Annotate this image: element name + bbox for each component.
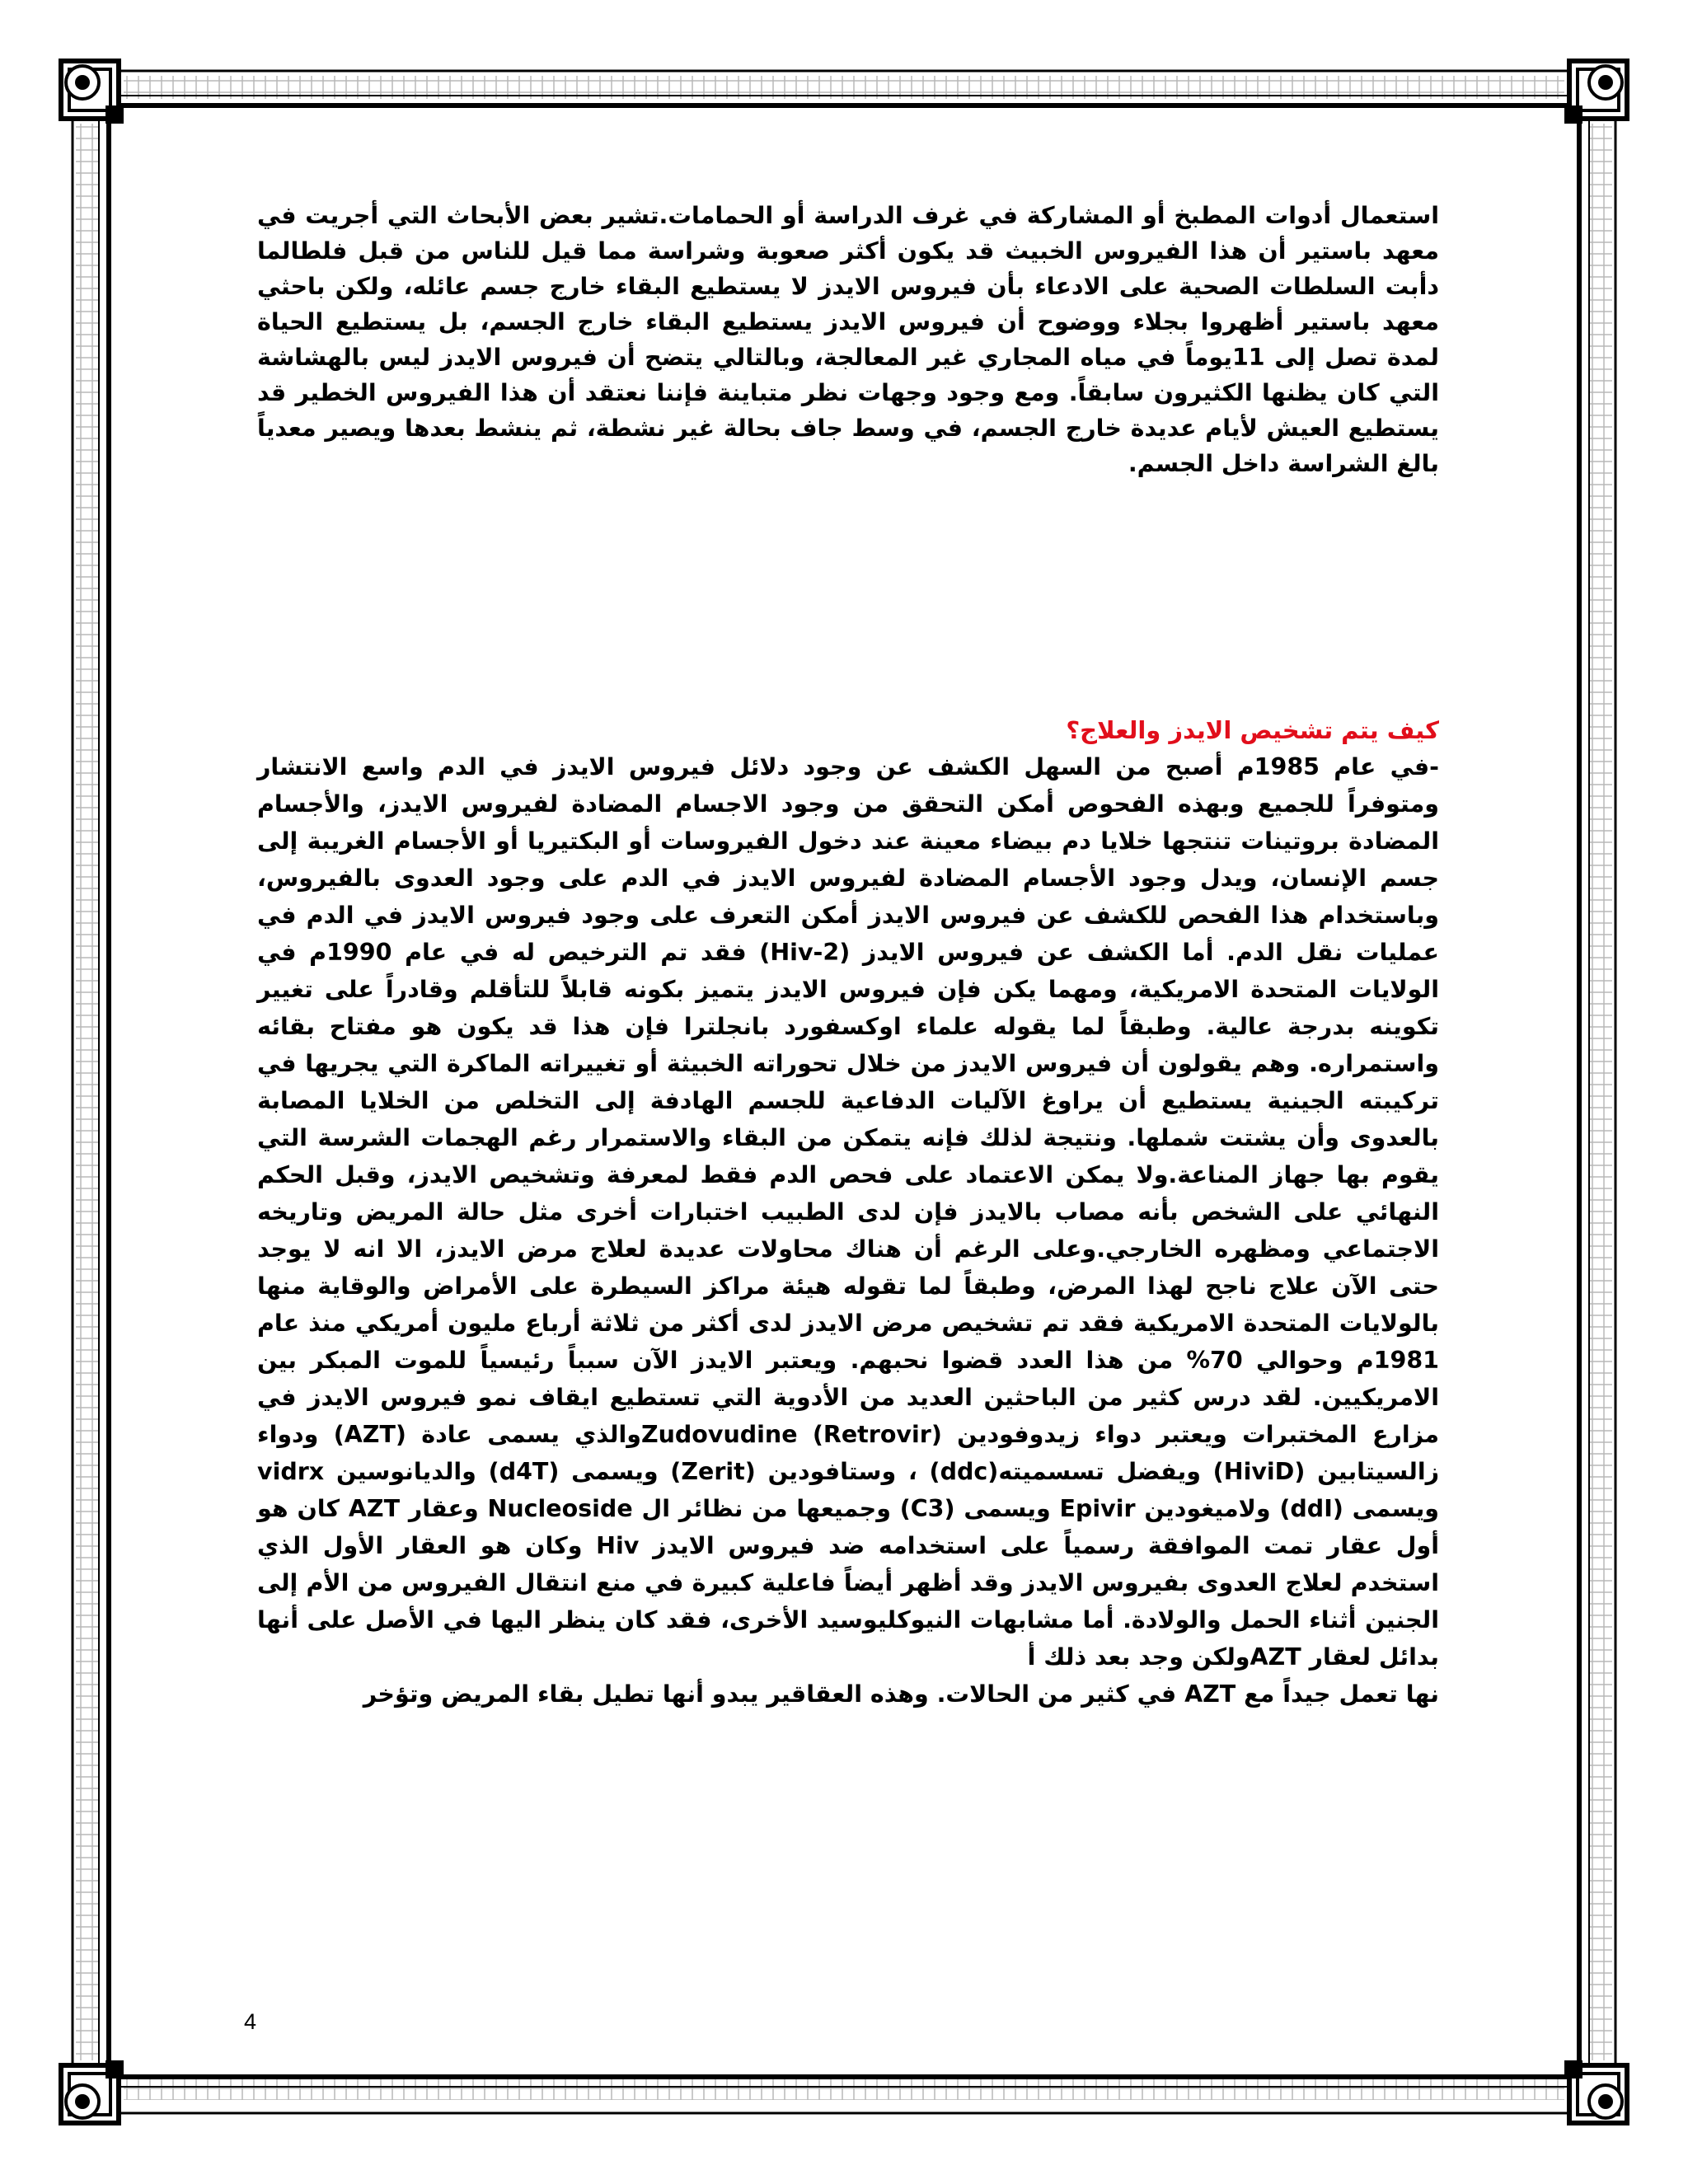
intro-paragraph: استعمال أدوات المطبخ أو المشاركة في غرف الدراسة أو الحمامات.تشير بعض الأبحاث التي أجريت في معهد باستير أن هذا الفيروس الخبيث قد يكون أكثر صعوبة وشراسة مما قيل للناس من قبل فلطالما دأبت السلطات الصحية على الادعاء بأن فيروس الايدز لا يستطيع البقاء خارج جسم عائله، ولكن باحثي معهد باستير أظهروا بجلاء ووضوح أن فيروس الايدز يستطيع البقاء خارج الجسم، بل يستطيع الحياة لمدة تصل إلى 11يوماً في مياه المجاري غير المعالجة، وبالتالي يتضح أن فيروس الايدز ليس بالهشاشة التي كان يظنها الكثيرون سابقاً. ومع وجود وجهات نظر متباينة فإننا نعتقد أن هذا الفيروس الخطير قد يستطيع العيش لأيام عديدة خارج الجسم، في وسط جاف بحالة غير نشطة، ثم ينشط بعدها ويصير معدياً بالغ الشراسة داخل الجسم. (257, 202, 1439, 477)
section-heading: كيف يتم تشخيص الايدز والعلاج؟ (1066, 716, 1439, 744)
diagnosis-paragraph: -في عام 1985م أصبح من السهل الكشف عن وجود دلائل فيروس الايدز في الدم واسع الانتشار ومتوفراً للجميع وبهذه الفحوص أمكن التحقق من وجود الاجسام المضادة لفيروس الايدز، والأجسام المضادة بروتينات تنتجها خلايا دم بيضاء معينة عند دخول الفيروسات أو البكتيريا أو الأجسام الغريبة إلى جسم الإنسان، ويدل وجود الأجسام المضادة لفيروس الايدز في الدم على وجود العدوى بالفيروس، وباستخدام هذا الفحص للكشف عن فيروس الايدز أمكن التعرف على وجود فيروس الايدز في الدم في عمليات نقل الدم. أما الكشف عن فيروس الايدز (Hiv-2) فقد تم الترخيص له في عام 1990م في الولايات المتحدة الامريكية، ومهما يكن فإن فيروس الايدز يتميز بكونه قابلاً للتأقلم وقادراً على تغيير تكوينه بدرجة عالية. وطبقاً لما يقوله علماء اوكسفورد بانجلترا فإن هذا قد يكون هو مفتاح بقائه واستمراره. وهم يقولون أن فيروس الايدز من خلال تحوراته الخبيثة أو تغييراته الماكرة التي يجريها في تركيبته الجينية يستطيع أن يراوغ الآليات الدفاعية للجسم الهادفة إلى التخلص من الخلايا المصابة بالعدوى وأن يشتت شملها. ونتيجة لذلك فإنه يتمكن من البقاء والاستمرار رغم الهجمات الشرسة التي يقوم بها جهاز المناعة.ولا يمكن الاعتماد على فحص الدم فقط لمعرفة وتشخيص الايدز، وقبل الحكم النهائي على الشخص بأنه مصاب بالايدز فإن لدى الطبيب اختبارات أخرى مثل حالة المريض وتاريخه الاجتماعي ومظهره الخارجي.وعلى الرغم أن هناك محاولات عديدة لعلاج مرض الايدز، الا انه لا يوجد حتى الآن علاج ناجح لهذا المرض، وطبقاً لما تقوله هيئة مراكز السيطرة على الأمراض والوقاية منها بالولايات المتحدة الامريكية فقد تم تشخيص مرض الايدز لدى أكثر من ثلاثة أرباع مليون أمريكي منذ عام 1981م وحوالي 70% من هذا العدد قضوا نحبهم. ويعتبر الايدز الآن سبباً رئيسياً للموت المبكر بين الامريكيين. لقد درس كثير من الباحثين العديد من الأدوية التي تستطيع ايقاف نمو فيروس الايدز في مزارع المختبرات ويعتبر دواء زيدوفودين Zudovudine (Retrovir)والذي يسمى عادة (AZT) ودواء زالسيتابين (HiviD) ويفضل تسسميته(ddc) ، وستافودين (Zerit) ويسمى (d4T) والديانوسين vidrx ويسمى (ddI) ولاميغودين Epivir ويسمى (C3) وجميعها من نظائر ال Nucleoside وعقار AZT كان هو أول عقار تمت الموافقة رسمياً على استخدامه ضد فيروس الايدز Hiv وكان هو العقار الأول الذي استخدم لعلاج العدوى بفيروس الايدز وقد أظهر أيضاً فاعلية كبيرة في منع انتقال الفيروس من الأم إلى الجنين أثناء الحمل والولادة. أما مشابهات النيوكليوسيد الأخرى، فقد كان ينظر اليها في الأصل على أنها بدائل لعقار AZTولكن وجد بعد ذلك أ (257, 753, 1440, 1671)
page-number: 4 (244, 2009, 257, 2034)
closing-paragraph: نها تعمل جيداً مع AZT في كثير من الحالات. وهذه العقاقير يبدو أنها تطيل بقاء المريض وتؤخر (363, 1680, 1439, 1708)
document-body (257, 198, 1439, 1713)
